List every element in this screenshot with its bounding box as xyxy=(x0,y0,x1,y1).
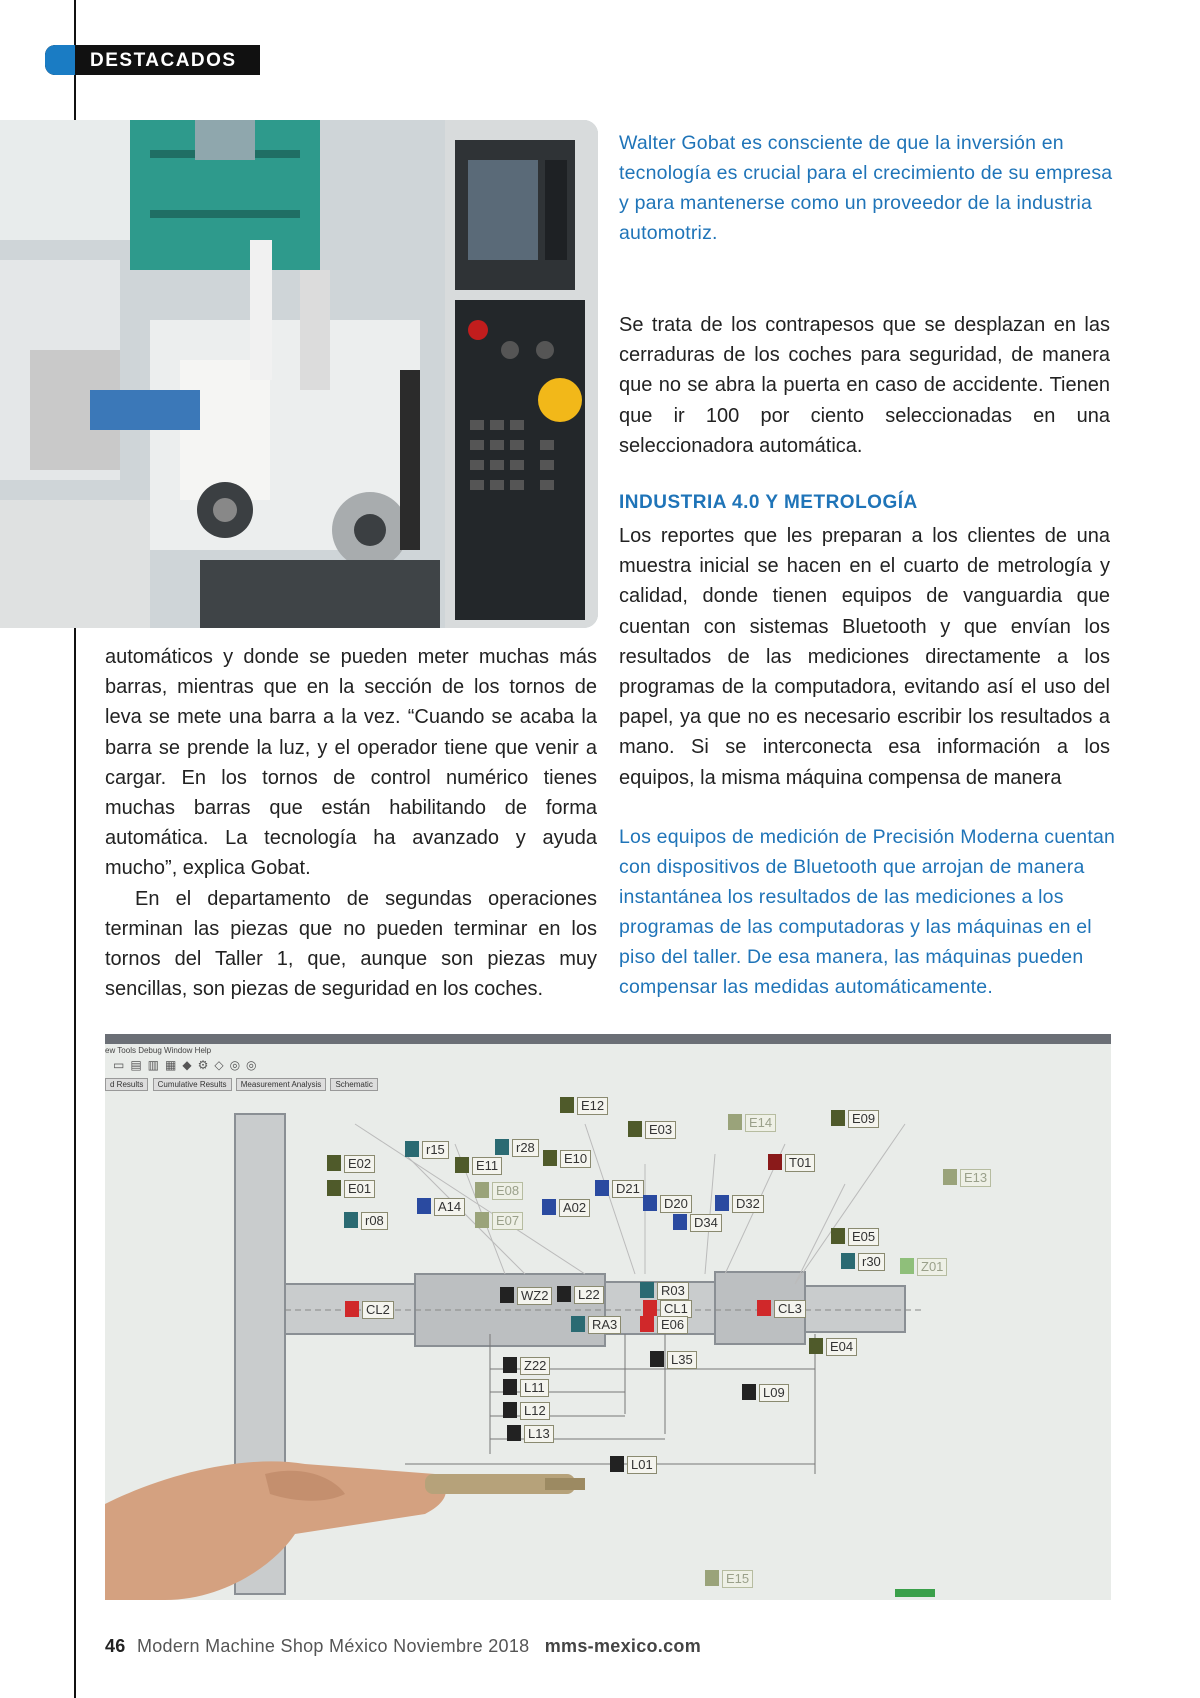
callout-label: r08 xyxy=(344,1212,388,1230)
callout-label: E11 xyxy=(455,1157,502,1175)
callout-label: R03 xyxy=(640,1282,689,1300)
photo-caption-top: Walter Gobat es consciente de que la inversión en tecnología es crucial para el crecimiento de su empresa y para mantenerse como un proveedor de la industria automotriz. xyxy=(619,132,1113,244)
callout-label: CL2 xyxy=(345,1301,394,1319)
publication-name: Modern Machine Shop México Noviembre 2018 xyxy=(136,1636,530,1656)
paragraph: En el departamento de segundas operaciones terminan las piezas que no pueden terminar en los tornos del Taller 1, que, aunque son piezas muy sencillas, son piezas de seguridad en los coches. xyxy=(105,887,597,1001)
callout-label: L12 xyxy=(503,1402,550,1420)
callout-label: r15 xyxy=(405,1141,449,1159)
section-tab-label: DESTACADOS xyxy=(90,50,237,71)
callout-label: E04 xyxy=(809,1338,857,1356)
paragraph: Se trata de los contrapesos que se desplazan en las cerraduras de los coches para seguridad, de manera que no se abra la puerta en caso de accidente. Tienen que ir 100 por ciento seleccionadas en una seleccionadora automática. xyxy=(619,314,1110,457)
callout-label: L11 xyxy=(503,1379,549,1397)
callout-label: T01 xyxy=(768,1154,815,1172)
callout-label: L09 xyxy=(742,1384,789,1402)
paragraph: automáticos y donde se pueden meter muchas más barras, mientras que en la sección de los tornos de leva se mete una barra a la vez. “Cuando se acaba la barra se prende la luz, y el operador tiene que venir a cargar. En los tornos de control numérico tienes muchas barras que están habilitando de forma automática. La tecnología ha avanzado y ayuda mucho”, explica Gobat. xyxy=(105,646,597,880)
right-column-paragraph-1 xyxy=(619,310,1110,461)
callout-label: E15 xyxy=(705,1570,753,1588)
callout-label: D20 xyxy=(643,1195,692,1213)
paragraph: Los reportes que les preparan a los clientes de una muestra inicial se hacen en el cuarto de metrología y calidad, donde tienen equipos de vanguardia que cuentan con sistemas Bluetooth y que envían los resultados de las mediciones directamente a los programas de la computadora, evitando así el uso del papel, ya que no es necesario escribir los resultados a mano. Si se interconecta esa información a los equipos, la misma máquina compensa de manera xyxy=(619,525,1110,789)
callout-label: E03 xyxy=(628,1121,676,1139)
callout-label: D21 xyxy=(595,1180,644,1198)
right-column-paragraph-2 xyxy=(619,521,1110,793)
tab-results: d Results xyxy=(105,1078,148,1091)
callout-label: CL1 xyxy=(643,1300,692,1318)
tab-cumulative: Cumulative Results xyxy=(153,1078,232,1091)
callout-label: E12 xyxy=(560,1097,608,1115)
callout-label: CL3 xyxy=(757,1300,806,1318)
callout-label: L13 xyxy=(507,1425,554,1443)
callout-label: E09 xyxy=(831,1110,879,1128)
menu-bar: ew Tools Debug Window Help xyxy=(105,1046,212,1055)
toolbar-icons: ▭▤▥▦◆⚙◇◎◎ xyxy=(113,1058,263,1072)
callout-label: E07 xyxy=(475,1212,523,1230)
callout-label: E05 xyxy=(831,1228,879,1246)
callout-label: A02 xyxy=(542,1199,590,1217)
callout-label: A14 xyxy=(417,1198,465,1216)
section-tab xyxy=(45,45,260,75)
callout-label: E02 xyxy=(327,1155,375,1173)
callout-label: D32 xyxy=(715,1195,764,1213)
page-number: 46 xyxy=(105,1636,126,1656)
callout-label: E08 xyxy=(475,1182,523,1200)
subheading: INDUSTRIA 4.0 Y METROLOGÍA xyxy=(619,492,918,513)
callout-label: Z22 xyxy=(503,1357,550,1375)
callout-label: RA3 xyxy=(571,1316,621,1334)
callout-label: E06 xyxy=(640,1316,688,1334)
callout-label: WZ2 xyxy=(500,1287,552,1305)
callout-label: E13 xyxy=(943,1169,991,1187)
photo-caption-bottom: Los equipos de medición de Precisión Moderna cuentan con dispositivos de Bluetooth que arrojan de manera instantánea los resultados de las mediciones a los programas de las computadoras y las máquinas en el piso del taller. De esa manera, las máquinas pueden compensar las medidas automáticamente. xyxy=(619,826,1116,998)
callout-label: E14 xyxy=(728,1114,776,1132)
left-column xyxy=(105,642,597,1004)
callout-label: E10 xyxy=(543,1150,591,1168)
callout-label: r28 xyxy=(495,1139,539,1157)
callout-label: E01 xyxy=(327,1180,375,1198)
page-footer xyxy=(105,1636,701,1657)
callout-label: L01 xyxy=(610,1456,657,1474)
callout-label: Z01 xyxy=(900,1258,947,1276)
tab-schematic: Schematic xyxy=(330,1078,377,1091)
tab-measurement-analysis: Measurement Analysis xyxy=(236,1078,326,1091)
metrology-screen-photo xyxy=(105,1034,1111,1600)
cnc-machine-photo xyxy=(0,120,598,628)
callout-label: L35 xyxy=(650,1351,697,1369)
callout-label: r30 xyxy=(841,1253,885,1271)
callout-label: D34 xyxy=(673,1214,722,1232)
callout-label: L22 xyxy=(557,1286,604,1304)
website-link[interactable]: mms-mexico.com xyxy=(544,1636,702,1656)
